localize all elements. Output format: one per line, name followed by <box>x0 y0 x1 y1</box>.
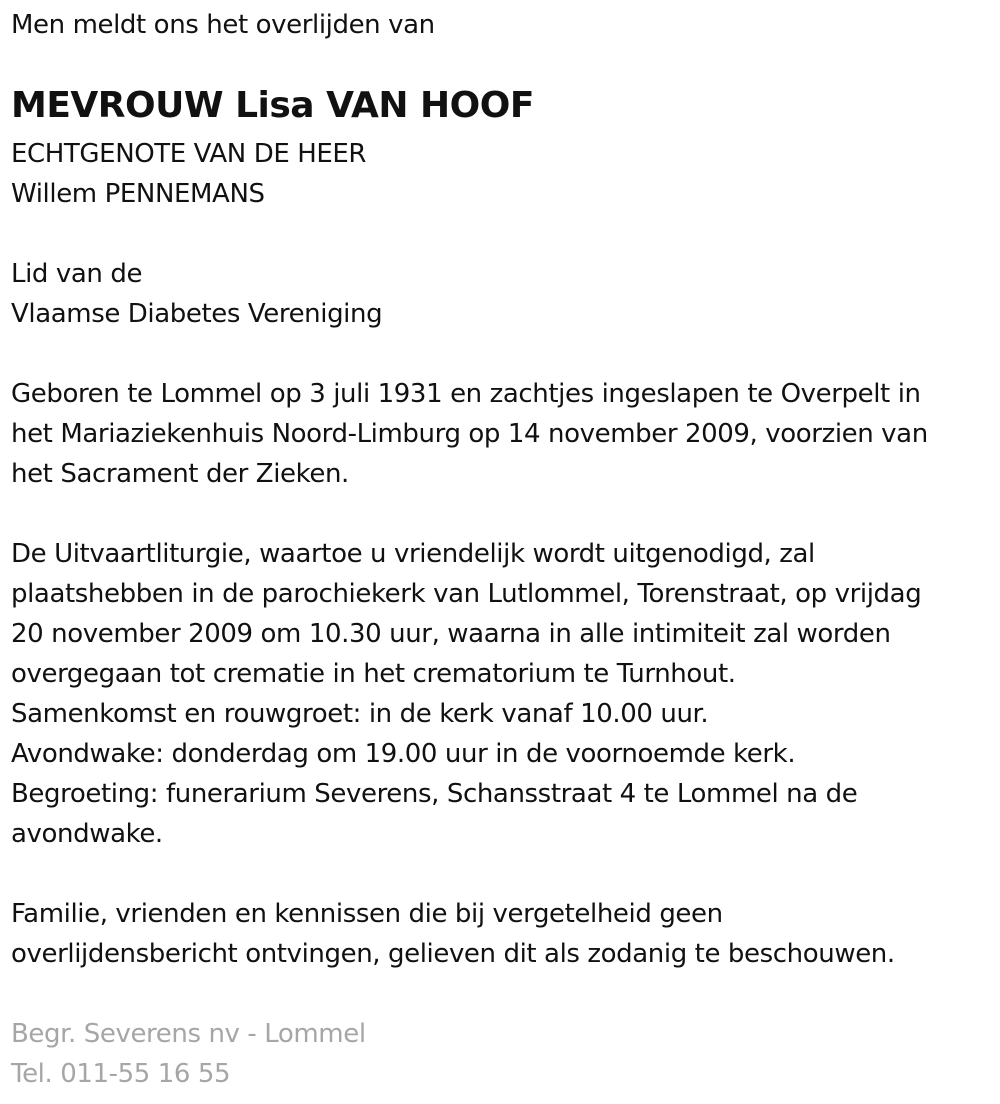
deceased-name: MEVROUW Lisa VAN HOOF <box>11 85 534 126</box>
membership-line: Vlaamse Diabetes Vereniging <box>11 299 383 329</box>
spouse-block <box>11 134 366 214</box>
birth-death-paragraph <box>11 374 928 494</box>
paragraph-line: overgegaan tot crematie in het crematorium te Turnhout. <box>11 659 736 689</box>
paragraph-line: Familie, vrienden en kennissen die bij vergetelheid geen <box>11 899 723 929</box>
paragraph-line: Geboren te Lommel op 3 juli 1931 en zachtjes ingeslapen te Overpelt in <box>11 379 921 409</box>
paragraph-line: Begroeting: funerarium Severens, Schansstraat 4 te Lommel na de <box>11 779 858 809</box>
membership-line: Lid van de <box>11 259 143 289</box>
paragraph-line: overlijdensbericht ontvingen, gelieven dit als zodanig te beschouwen. <box>11 939 895 969</box>
funeral-paragraph <box>11 534 921 854</box>
undertaker-phone: Tel. 011-55 16 55 <box>11 1059 231 1089</box>
paragraph-line: Avondwake: donderdag om 19.00 uur in de voornoemde kerk. <box>11 739 796 769</box>
undertaker-name: Begr. Severens nv - Lommel <box>11 1019 366 1049</box>
spouse-line: Willem PENNEMANS <box>11 179 265 209</box>
paragraph-line: avondwake. <box>11 819 163 849</box>
paragraph-line: 20 november 2009 om 10.30 uur, waarna in alle intimiteit zal worden <box>11 619 891 649</box>
spouse-line: ECHTGENOTE VAN DE HEER <box>11 139 367 169</box>
membership-block <box>11 254 382 334</box>
paragraph-line: plaatshebben in de parochiekerk van Lutlommel, Torenstraat, op vrijdag <box>11 579 922 609</box>
family-notice-paragraph <box>11 894 895 974</box>
paragraph-line: het Sacrament der Zieken. <box>11 459 349 489</box>
undertaker-info <box>11 1014 366 1094</box>
intro-text: Men meldt ons het overlijden van <box>11 10 435 40</box>
paragraph-line: Samenkomst en rouwgroet: in de kerk vanaf 10.00 uur. <box>11 699 709 729</box>
paragraph-line: het Mariaziekenhuis Noord-Limburg op 14 november 2009, voorzien van <box>11 419 928 449</box>
paragraph-line: De Uitvaartliturgie, waartoe u vriendelijk wordt uitgenodigd, zal <box>11 539 815 569</box>
